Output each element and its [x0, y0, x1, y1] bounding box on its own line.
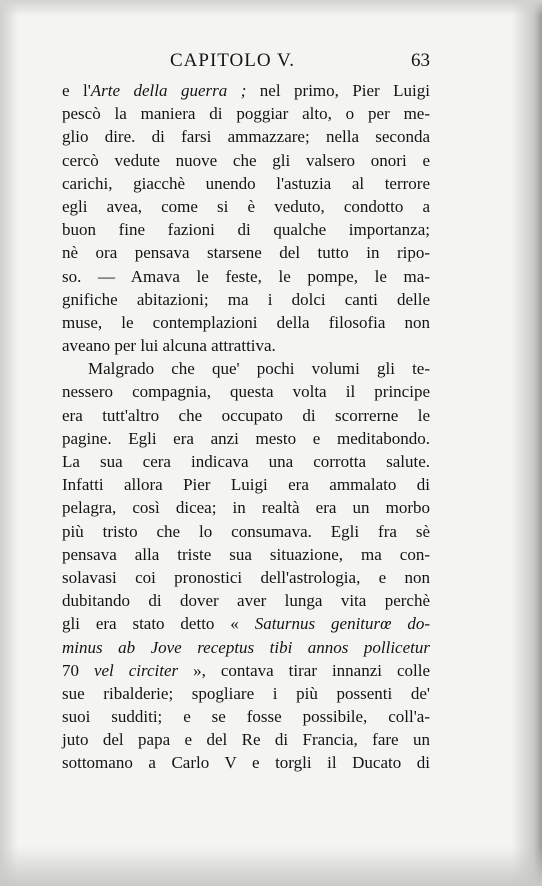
text-line	[62, 218, 430, 241]
text-segment: glio dire. di farsi ammazzare; nella seconda	[62, 127, 430, 147]
text-line	[62, 380, 430, 403]
text-line	[62, 659, 430, 682]
page-edge-shadow-right	[512, 0, 542, 886]
text-line	[62, 102, 430, 125]
text-line	[62, 404, 430, 427]
text-segment: nel primo, Pier Luigi	[246, 81, 431, 100]
text-segment: gnifiche abitazioni; ma i dolci canti delle	[62, 289, 430, 309]
text-line	[62, 612, 430, 635]
chapter-title: CAPITOLO V.	[170, 50, 296, 71]
text-segment: 70	[62, 660, 94, 680]
page-edge-shadow-top	[0, 0, 542, 16]
text-line	[62, 589, 430, 612]
text-line	[62, 427, 430, 450]
text-line	[62, 473, 430, 496]
text-line	[62, 288, 430, 311]
text-segment: pensava alla triste sua situazione, ma con-	[62, 544, 430, 564]
text-line	[62, 543, 430, 566]
italic-text: vel circiter	[93, 660, 179, 680]
text-line	[62, 682, 430, 705]
body-text	[62, 79, 430, 775]
text-line	[62, 357, 430, 380]
text-segment: nessero compagnia, questa volta il principe	[62, 382, 430, 402]
text-line	[62, 566, 430, 589]
text-line	[62, 172, 430, 195]
italic-text: Arte della guerra ;	[90, 81, 247, 100]
text-segment: cercò vedute nuove che gli valsero onori e	[62, 150, 430, 170]
text-segment: Malgrado che que' pochi volumi gli te-	[88, 359, 430, 379]
text-segment: so. — Amava le feste, le pompe, le ma-	[62, 266, 430, 286]
text-line	[62, 149, 430, 172]
text-segment: suoi sudditi; e se fosse possibile, coll'a-	[62, 707, 430, 727]
running-head	[62, 50, 430, 76]
text-segment: più tristo che lo consumava. Egli fra sè	[62, 521, 430, 541]
text-segment: sue ribalderie; spogliare i più possenti de'	[62, 683, 430, 703]
text-segment: juto del papa e del Re di Francia, fare un	[62, 730, 430, 750]
page-number: 63	[411, 50, 430, 71]
text-segment: dubitando di dover aver lunga vita perchè	[62, 591, 430, 611]
text-segment: carichi, giacchè unendo l'astuzia al terrore	[62, 173, 430, 193]
text-segment: sottomano a Carlo V e torgli il Ducato di	[62, 753, 430, 773]
text-line	[62, 636, 430, 659]
text-line	[62, 265, 430, 288]
text-segment: buon fine fazioni di qualche importanza;	[62, 220, 430, 240]
text-line	[62, 195, 430, 218]
italic-text: minus ab Jove receptus tibi annos pollicetur	[62, 637, 430, 657]
text-line	[62, 450, 430, 473]
text-line	[62, 728, 430, 751]
text-segment: Infatti allora Pier Luigi era ammalato di	[62, 475, 430, 495]
text-segment: egli avea, come si è veduto, condotto a	[62, 196, 430, 216]
page-edge-shadow-left	[0, 0, 18, 886]
text-line	[62, 520, 430, 543]
italic-text: Saturnus geniturœ do-	[254, 614, 430, 634]
text-line	[62, 705, 430, 728]
text-segment: pelagra, così dicea; in realtà era un morbo	[62, 498, 430, 518]
text-segment: aveano per lui alcuna attrattiva.	[62, 336, 276, 356]
page-edge-shadow-bottom	[0, 846, 542, 886]
text-segment: pescò la maniera di poggiar alto, o per me-	[62, 104, 430, 124]
text-segment: solavasi coi pronostici dell'astrologia, e non	[62, 567, 430, 587]
text-segment: pagine. Egli era anzi mesto e meditabondo.	[62, 428, 430, 448]
text-line	[62, 311, 430, 334]
text-line	[62, 334, 430, 357]
text-segment: era tutt'altro che occupato di scorrerne le	[62, 405, 430, 425]
text-segment: La sua cera indicava una corrotta salute.	[62, 452, 430, 471]
text-line	[62, 751, 430, 774]
text-line	[62, 79, 430, 102]
text-segment: gli era stato detto «	[62, 614, 255, 634]
text-segment: », contava tirar innanzi colle	[178, 660, 430, 680]
text-line	[62, 496, 430, 519]
text-segment: e l'	[62, 81, 91, 100]
text-segment: nè ora pensava starsene del tutto in ripo-	[62, 243, 430, 263]
text-line	[62, 241, 430, 264]
text-line	[62, 125, 430, 148]
text-segment: muse, le contemplazioni della filosofia non	[62, 312, 430, 332]
